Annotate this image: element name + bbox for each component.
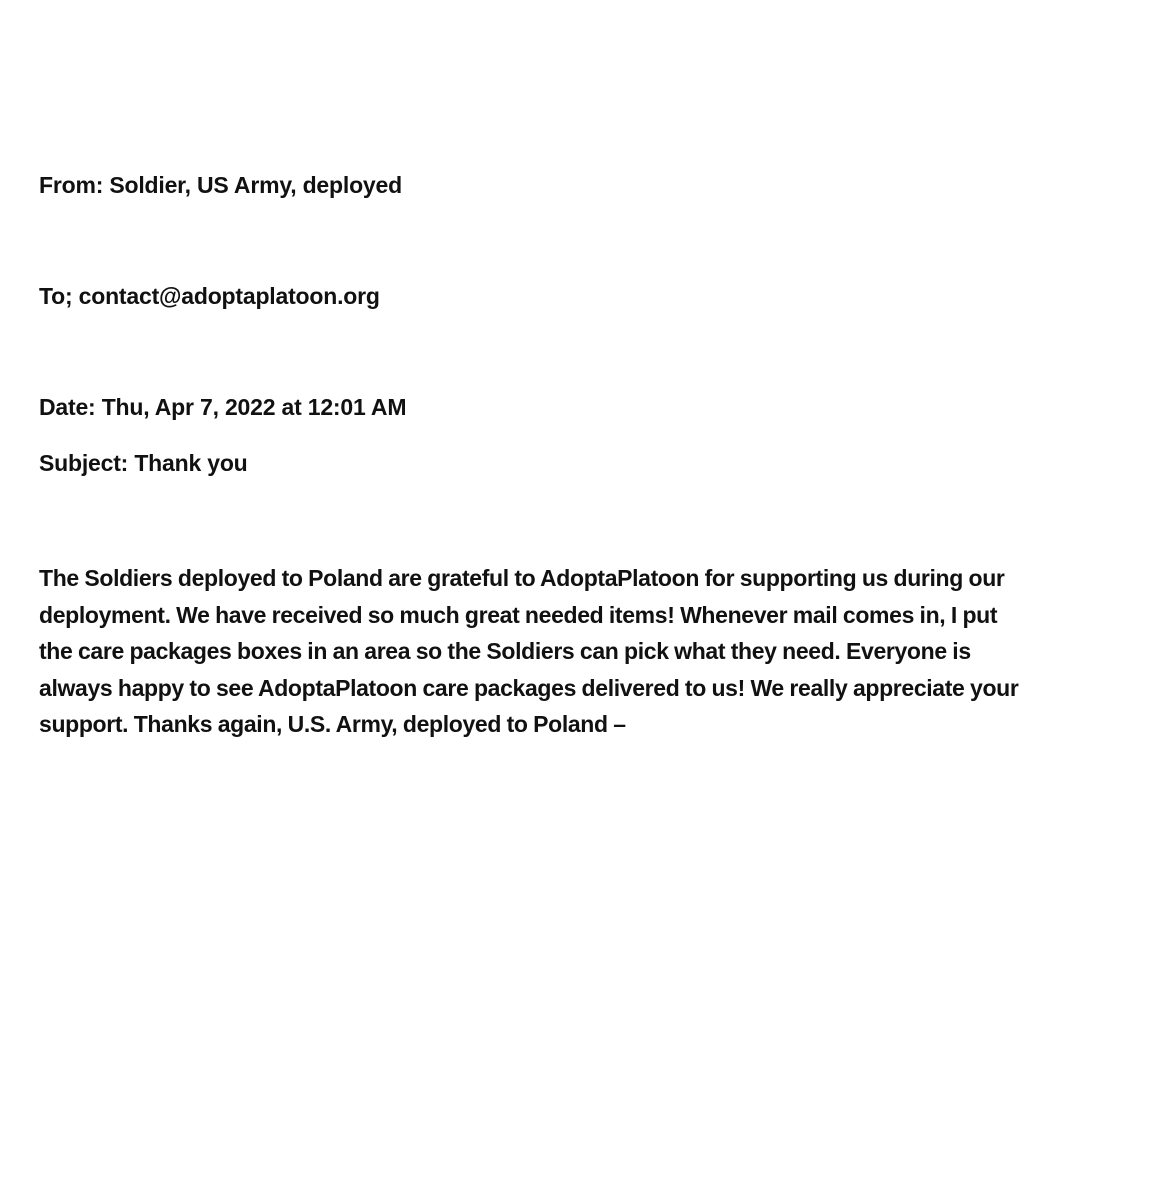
email-body-line: The Soldiers deployed to Poland are grateful to AdoptaPlatoon for supporting us during our (39, 565, 1005, 591)
email-body-line: support. Thanks again, U.S. Army, deployed to Poland – (39, 711, 626, 738)
email-to: To; contact@adoptaplatoon.org (39, 283, 380, 309)
email-body-line: deployment. We have received so much great needed items! Whenever mail comes in, I put (39, 601, 998, 628)
email-body-line: always happy to see AdoptaPlatoon care packages delivered to us! We really appreciate your (39, 674, 1019, 701)
email-date: Date: Thu, Apr 7, 2022 at 12:01 AM (39, 394, 407, 420)
email-from: From: Soldier, US Army, deployed (39, 172, 402, 198)
email-body (39, 560, 1134, 743)
email-subject: Subject: Thank you (39, 450, 248, 476)
email-body-line: the care packages boxes in an area so the Soldiers can pick what they need. Everyone is (39, 638, 971, 665)
